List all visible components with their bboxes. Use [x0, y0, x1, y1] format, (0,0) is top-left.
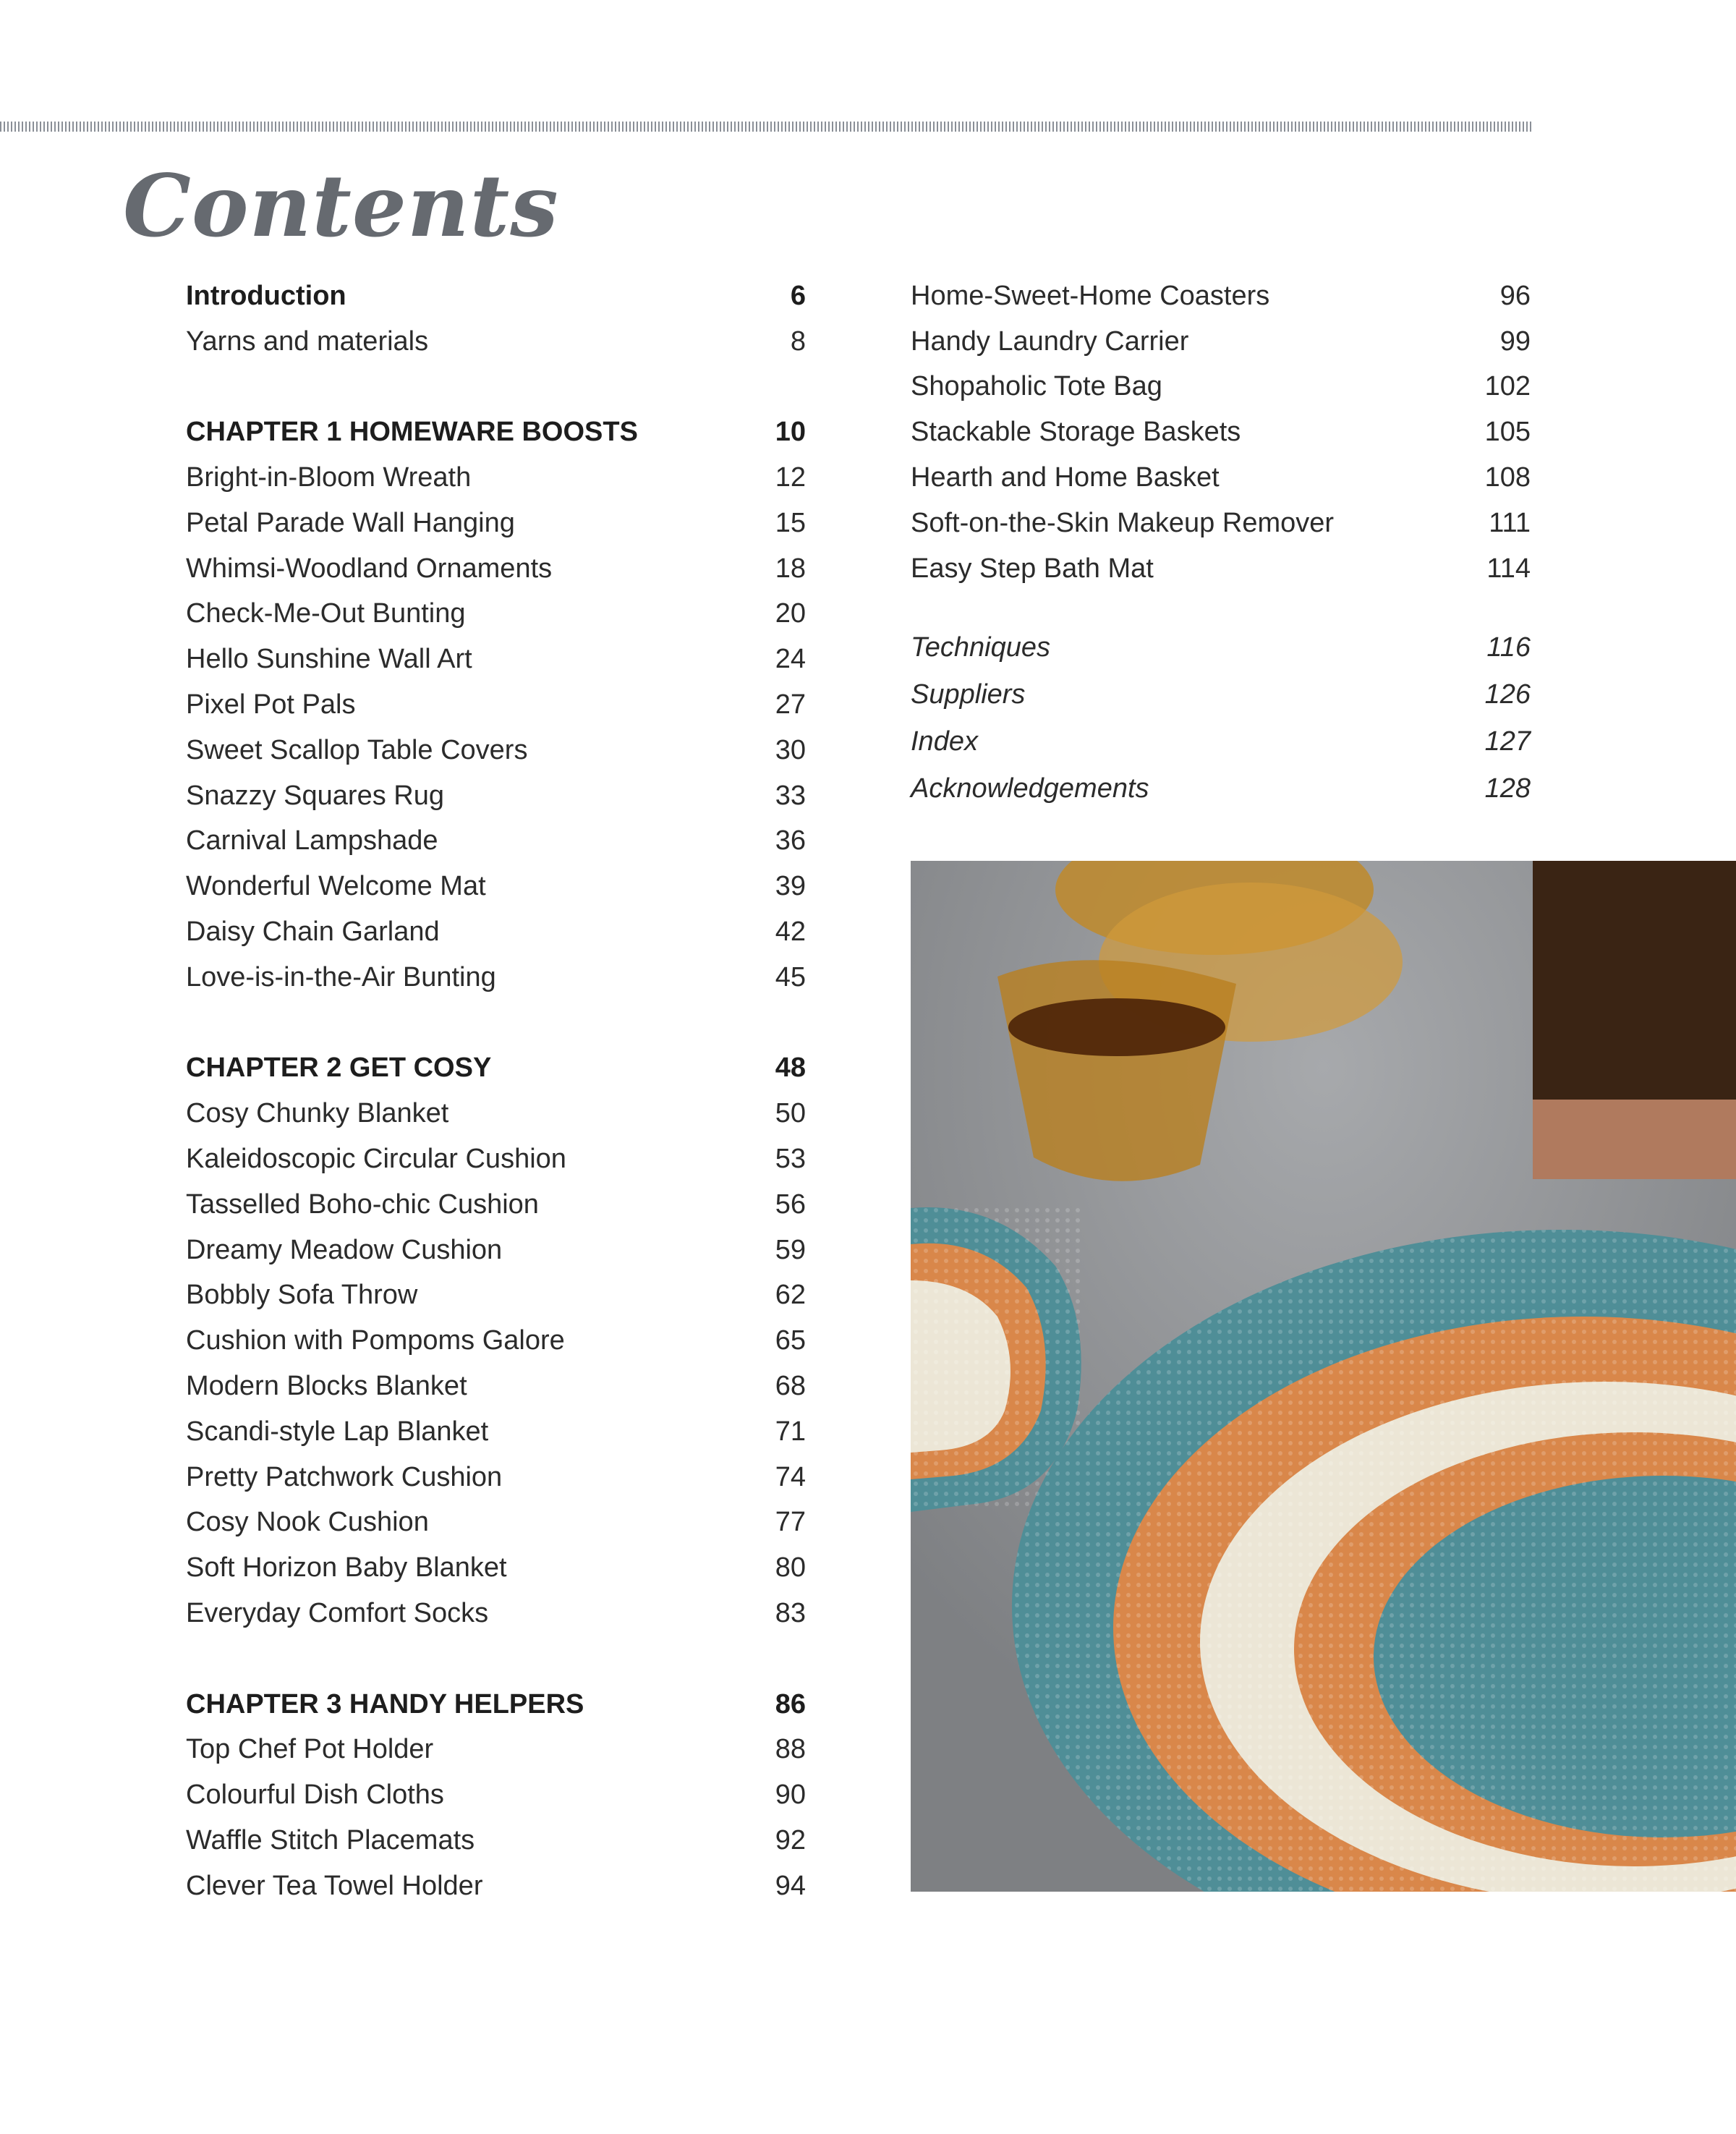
- toc-entry-page: 15: [775, 507, 806, 538]
- toc-entry[interactable]: [186, 1591, 806, 1636]
- toc-entry[interactable]: [186, 909, 806, 955]
- toc-entry-page: 96: [1499, 280, 1531, 311]
- toc-entry-page: 50: [775, 1098, 806, 1129]
- toc-entry-label: Wonderful Welcome Mat: [186, 871, 486, 902]
- toc-entry-label: Love-is-in-the-Air Bunting: [186, 961, 496, 992]
- photo-illustration: [911, 861, 1736, 1892]
- toc-entry-page: 111: [1489, 507, 1531, 538]
- toc-entry-introduction[interactable]: [186, 273, 806, 319]
- toc-entry[interactable]: [186, 682, 806, 728]
- toc-entry-label: Carnival Lampshade: [186, 825, 438, 856]
- toc-entry[interactable]: [186, 1818, 806, 1863]
- toc-entry-label: Scandi-style Lap Blanket: [186, 1416, 489, 1447]
- toc-chapter-3-continued-list: [911, 273, 1531, 592]
- toc-entry[interactable]: [186, 1318, 806, 1364]
- toc-entry-label: Home-Sweet-Home Coasters: [911, 280, 1270, 311]
- toc-entry[interactable]: [911, 273, 1531, 319]
- toc-chapter-3-heading[interactable]: [186, 1682, 806, 1727]
- toc-entry-page: 12: [775, 462, 806, 493]
- toc-entry[interactable]: [186, 955, 806, 1000]
- toc-entry-page: 59: [775, 1234, 806, 1265]
- toc-entry-page: 53: [775, 1144, 806, 1175]
- toc-entry-label: Handy Laundry Carrier: [911, 326, 1189, 357]
- toc-entry-page: 33: [775, 780, 806, 811]
- toc-entry[interactable]: [186, 1727, 806, 1773]
- toc-entry-page: 65: [775, 1325, 806, 1356]
- toc-entry[interactable]: [186, 455, 806, 501]
- toc-entry[interactable]: [186, 773, 806, 819]
- toc-chapter-1-list: [186, 455, 806, 1000]
- toc-entry[interactable]: [186, 1500, 806, 1546]
- toc-entry-label: Acknowledgements: [911, 773, 1149, 804]
- toc-entry[interactable]: [186, 1182, 806, 1228]
- toc-entry-label: Petal Parade Wall Hanging: [186, 507, 515, 538]
- toc-entry-label: Daisy Chain Garland: [186, 917, 440, 948]
- toc-entry[interactable]: [186, 501, 806, 546]
- toc-entry[interactable]: [186, 637, 806, 682]
- toc-entry-label: Soft Horizon Baby Blanket: [186, 1552, 507, 1584]
- toc-entry[interactable]: [186, 1455, 806, 1500]
- toc-entry-label: Waffle Stitch Placemats: [186, 1824, 475, 1855]
- toc-entry-label: Pretty Patchwork Cushion: [186, 1461, 503, 1492]
- toc-entry-page: 74: [775, 1461, 806, 1492]
- toc-entry[interactable]: [911, 501, 1531, 546]
- toc-entry-page: 90: [775, 1780, 806, 1811]
- toc-entry-label: Yarns and materials: [186, 326, 429, 357]
- toc-entry-label: Soft-on-the-Skin Makeup Remover: [911, 507, 1335, 538]
- toc-chapter-2-list: [186, 1091, 806, 1636]
- toc-entry-label: Whimsi-Woodland Ornaments: [186, 553, 553, 584]
- toc-entry-label: Top Chef Pot Holder: [186, 1734, 434, 1765]
- toc-entry-label: Colourful Dish Cloths: [186, 1780, 444, 1811]
- toc-entry-page: 36: [775, 825, 806, 856]
- toc-entry-label: Kaleidoscopic Circular Cushion: [186, 1144, 566, 1175]
- toc-left-column: [186, 273, 806, 1909]
- toc-entry-page: 128: [1484, 773, 1531, 804]
- toc-entry-label: Check-Me-Out Bunting: [186, 598, 466, 629]
- toc-entry-yarns[interactable]: [186, 319, 806, 365]
- toc-entry-page: 88: [775, 1734, 806, 1765]
- toc-chapter-2-heading[interactable]: [186, 1046, 806, 1092]
- toc-back-matter-list: [911, 624, 1531, 812]
- toc-entry-label: Snazzy Squares Rug: [186, 780, 444, 811]
- toc-entry-page: 71: [775, 1416, 806, 1447]
- toc-entry[interactable]: [911, 671, 1531, 718]
- toc-entry-page: 24: [775, 644, 806, 675]
- toc-entry-label: Hearth and Home Basket: [911, 462, 1220, 493]
- toc-entry-page: 99: [1499, 326, 1531, 357]
- toc-entry-page: 30: [775, 734, 806, 765]
- toc-entry-page: 83: [775, 1598, 806, 1628]
- toc-entry-label: Stackable Storage Baskets: [911, 417, 1241, 448]
- toc-entry[interactable]: [911, 455, 1531, 501]
- toc-entry-label: Modern Blocks Blanket: [186, 1371, 467, 1402]
- toc-entry[interactable]: [186, 1136, 806, 1182]
- toc-entry[interactable]: [186, 1545, 806, 1591]
- toc-entry[interactable]: [186, 1364, 806, 1409]
- toc-entry-page: 108: [1484, 462, 1531, 493]
- toc-entry-page: 116: [1486, 632, 1531, 663]
- toc-entry-label: Index: [911, 726, 978, 757]
- toc-entry[interactable]: [186, 1228, 806, 1273]
- toc-entry-page: 62: [775, 1280, 806, 1311]
- toc-entry-label: Clever Tea Towel Holder: [186, 1870, 483, 1901]
- toc-entry[interactable]: [911, 365, 1531, 410]
- decorative-top-rule: [0, 122, 1532, 132]
- toc-entry[interactable]: [911, 718, 1531, 765]
- toc-entry-label: Dreamy Meadow Cushion: [186, 1234, 503, 1265]
- toc-entry-page: 114: [1486, 553, 1531, 584]
- chapter-heading-page: 10: [775, 417, 806, 448]
- toc-entry-label: Hello Sunshine Wall Art: [186, 644, 472, 675]
- chapter-heading-label: CHAPTER 3 HANDY HELPERS: [186, 1688, 584, 1719]
- toc-entry-page: 68: [775, 1371, 806, 1402]
- toc-entry-label: Introduction: [186, 280, 346, 311]
- toc-entry-label: Shopaholic Tote Bag: [911, 371, 1162, 402]
- toc-entry-label: Everyday Comfort Socks: [186, 1598, 489, 1628]
- toc-entry-page: 127: [1484, 726, 1531, 757]
- toc-entry-page: 92: [775, 1824, 806, 1855]
- toc-entry[interactable]: [911, 409, 1531, 455]
- toc-entry-label: Bright-in-Bloom Wreath: [186, 462, 472, 493]
- toc-entry-label: Suppliers: [911, 679, 1026, 710]
- toc-entry[interactable]: [186, 592, 806, 637]
- toc-entry[interactable]: [186, 728, 806, 773]
- chapter-heading-page: 48: [775, 1053, 806, 1084]
- toc-entry-page: 18: [775, 553, 806, 584]
- toc-entry-page: 42: [775, 917, 806, 948]
- toc-chapter-1-heading[interactable]: [186, 409, 806, 455]
- chapter-heading-label: CHAPTER 2 GET COSY: [186, 1053, 492, 1084]
- crochet-coasters-photo: [911, 861, 1736, 1892]
- toc-entry-page: 126: [1484, 679, 1531, 710]
- toc-entry-page: 20: [775, 598, 806, 629]
- toc-entry-page: 77: [775, 1507, 806, 1538]
- toc-entry-page: 102: [1484, 371, 1531, 402]
- toc-entry-label: Cosy Chunky Blanket: [186, 1098, 449, 1129]
- toc-entry-page: 8: [790, 326, 806, 357]
- toc-entry[interactable]: [186, 1409, 806, 1455]
- toc-entry[interactable]: [186, 1772, 806, 1818]
- toc-entry-label: Bobbly Sofa Throw: [186, 1280, 418, 1311]
- toc-entry[interactable]: [186, 546, 806, 592]
- toc-entry-label: Techniques: [911, 632, 1050, 663]
- toc-entry-page: 80: [775, 1552, 806, 1584]
- toc-entry-page: 56: [775, 1189, 806, 1220]
- chapter-heading-label: CHAPTER 1 HOMEWARE BOOSTS: [186, 417, 638, 448]
- toc-entry[interactable]: [911, 319, 1531, 365]
- page-title: Contents: [123, 156, 559, 256]
- toc-entry[interactable]: [911, 546, 1531, 592]
- toc-entry[interactable]: [186, 1863, 806, 1909]
- toc-entry-label: Pixel Pot Pals: [186, 689, 356, 720]
- toc-entry-page: 105: [1484, 417, 1531, 448]
- toc-entry-label: Tasselled Boho-chic Cushion: [186, 1189, 539, 1220]
- toc-entry-page: 94: [775, 1870, 806, 1901]
- toc-entry[interactable]: [911, 765, 1531, 812]
- toc-entry[interactable]: [186, 864, 806, 909]
- toc-entry[interactable]: [186, 1091, 806, 1136]
- toc-entry-page: 39: [775, 871, 806, 902]
- toc-entry[interactable]: [186, 1273, 806, 1319]
- toc-chapter-3-list: [186, 1727, 806, 1909]
- toc-entry-page: 27: [775, 689, 806, 720]
- toc-entry-page: 45: [775, 961, 806, 992]
- toc-right-column: [911, 273, 1531, 812]
- chapter-heading-page: 86: [775, 1688, 806, 1719]
- toc-entry-page: 6: [790, 280, 806, 311]
- toc-entry[interactable]: [186, 819, 806, 864]
- toc-entry-label: Cosy Nook Cushion: [186, 1507, 429, 1538]
- toc-entry-label: Easy Step Bath Mat: [911, 553, 1154, 584]
- toc-entry-label: Cushion with Pompoms Galore: [186, 1325, 565, 1356]
- toc-entry[interactable]: [911, 624, 1531, 671]
- toc-entry-label: Sweet Scallop Table Covers: [186, 734, 528, 765]
